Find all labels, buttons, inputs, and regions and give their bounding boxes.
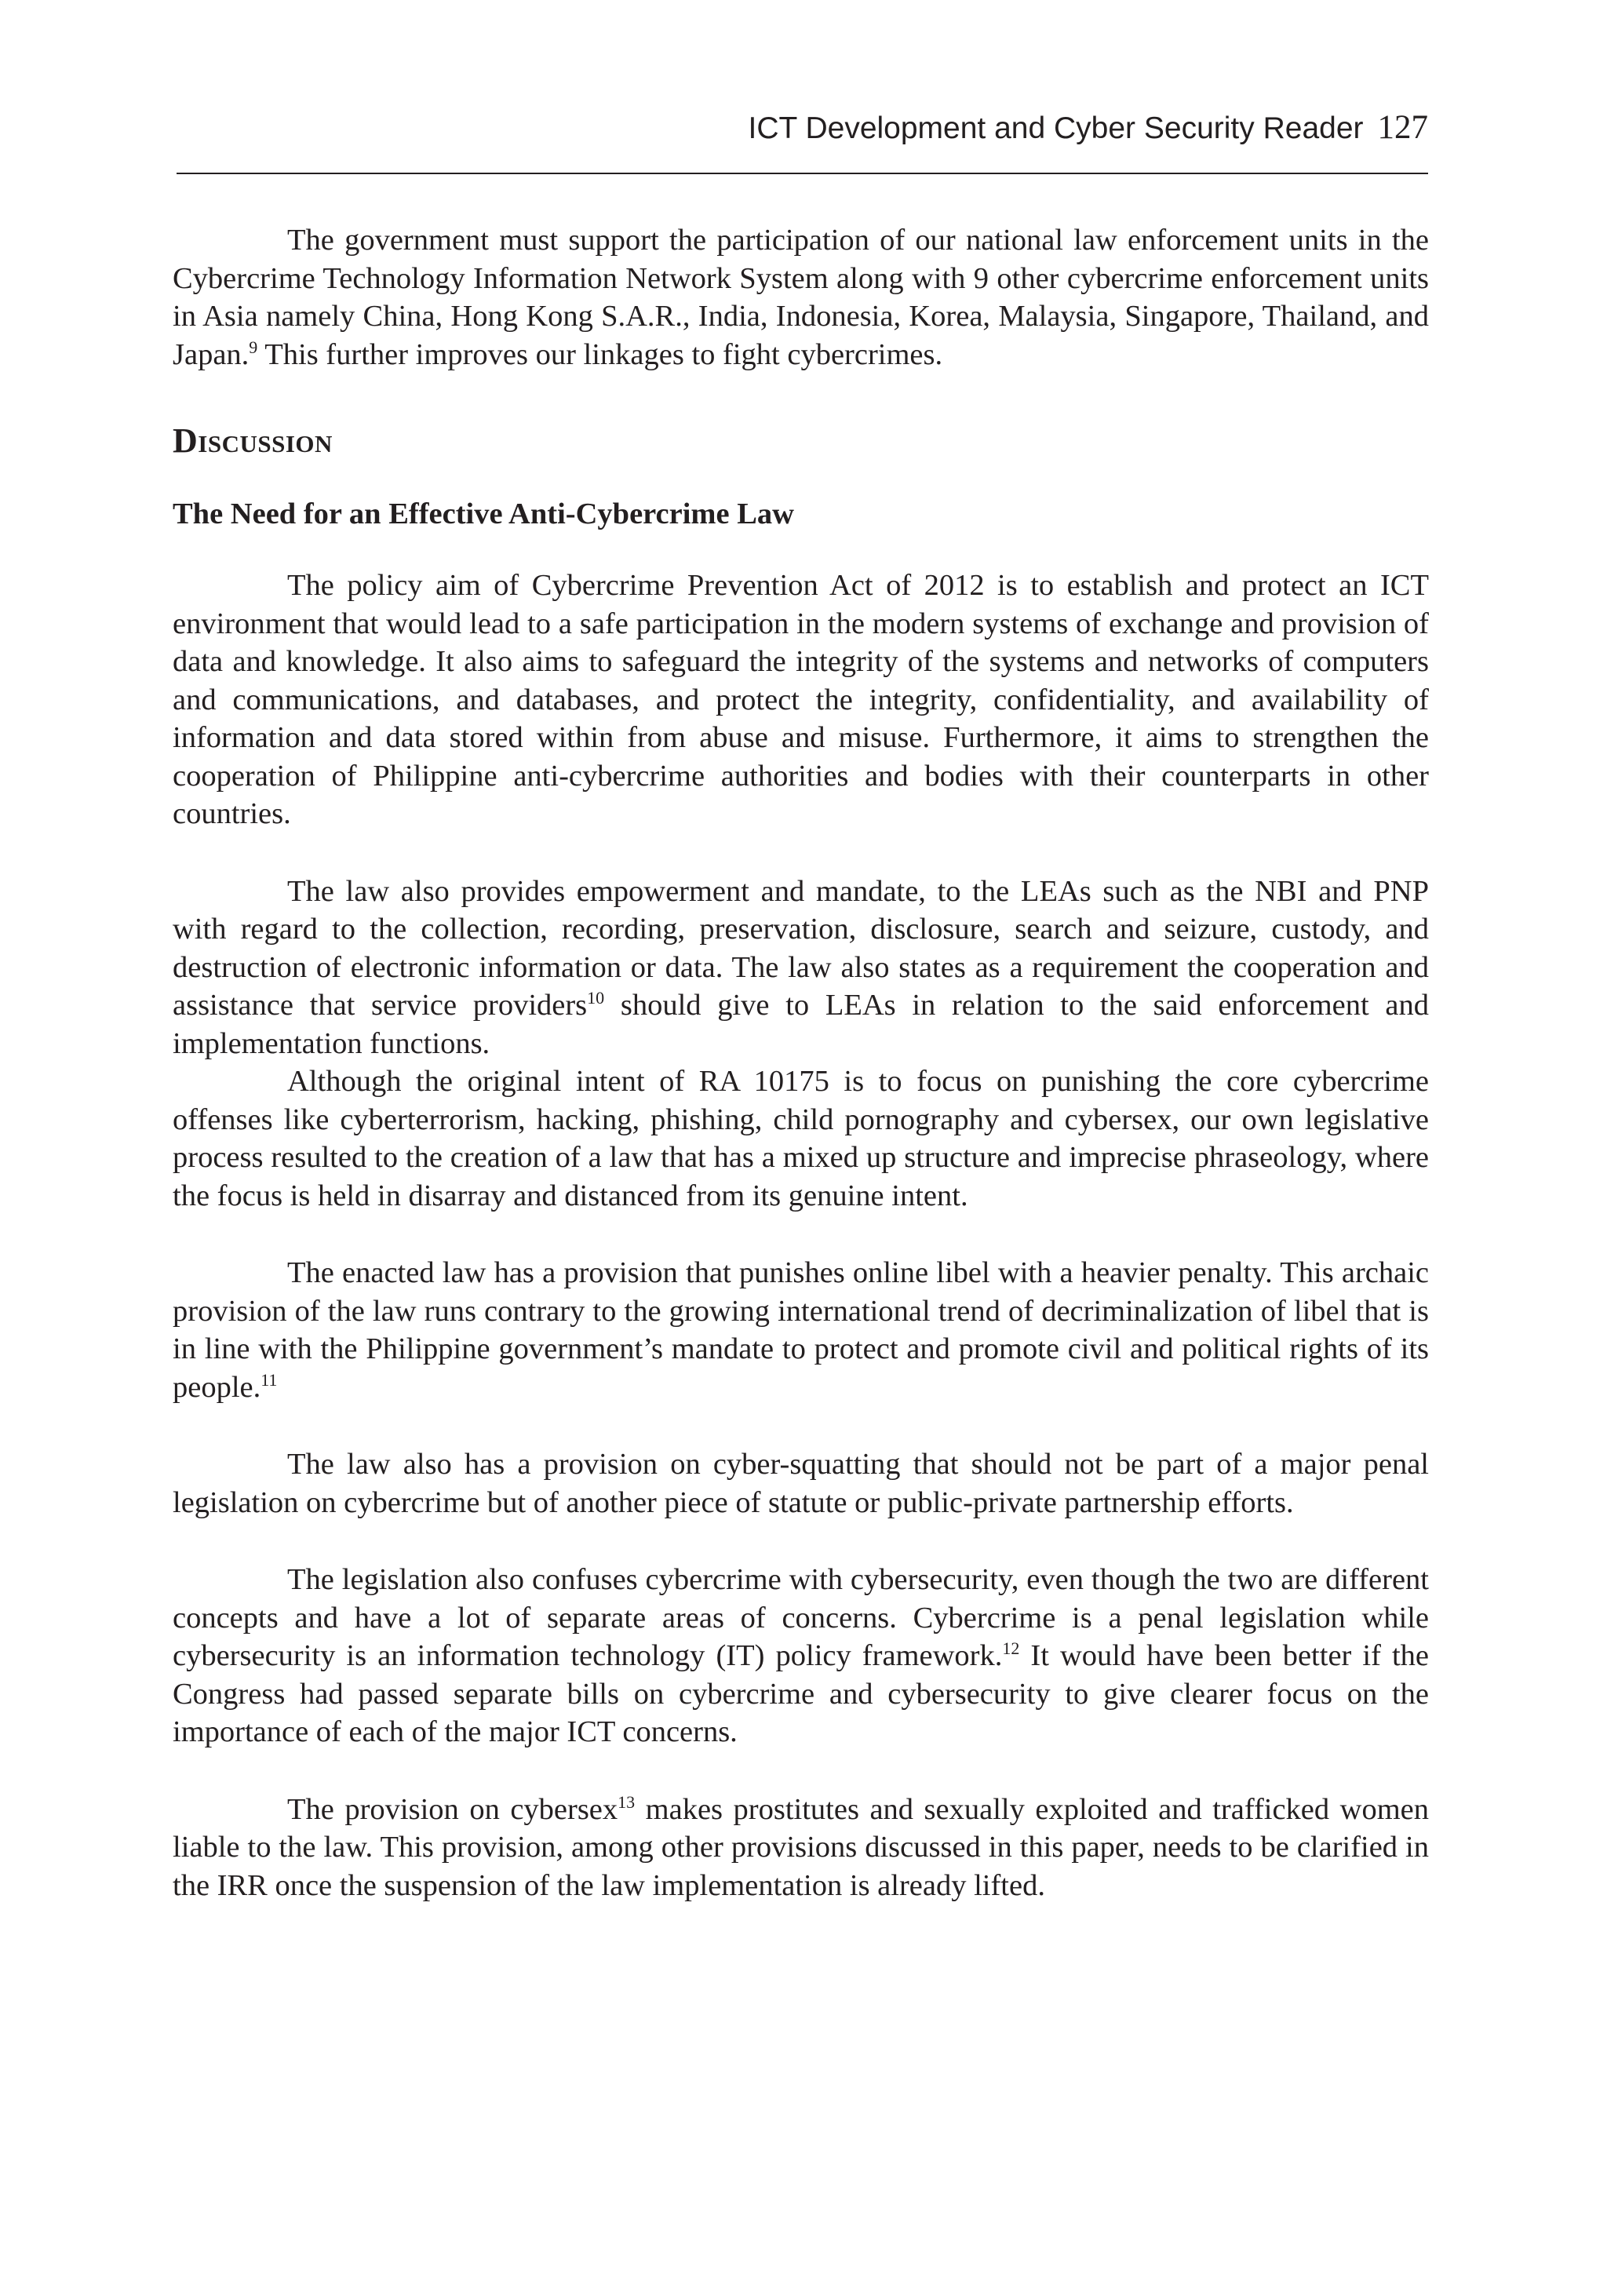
paragraph-text: makes prostitutes and sexually exploited and trafficked women liable to the law. This provision, among other provisions discussed in this paper, needs to be clarified in the IRR once the suspension of the law implementation is already lifted. [173, 1792, 1429, 1902]
paragraph-cybercrime-network [173, 221, 1429, 374]
footnote-ref-12[interactable]: 12 [1002, 1638, 1020, 1658]
running-header-title: ICT Development and Cyber Security Reader [748, 111, 1364, 145]
header-rule [177, 173, 1428, 174]
paragraph-cybercrime-vs-cybersecurity [173, 1561, 1429, 1751]
paragraph-text: The law also provides empowerment and mandate, to the LEAs such as the NBI and PNP with regard to the collection, recording, preservation, disclosure, search and seizure, custody, and destruction of electronic information or data. The law also states as a requirement the cooperation and assistance that service providers [173, 874, 1429, 1022]
paragraph-text: It would have been better if the Congress had passed separate bills on cybercrime and cybersecurity to give clearer focus on the importance of each of the major ICT concerns. [173, 1639, 1430, 1748]
paragraph-text: The legislation also confuses cybercrime with cybersecurity, even though the two are different concepts and have a lot of separate areas of concerns. Cybercrime is a penal legislation while cybersecurity is an information technology (IT) policy framework. [173, 1563, 1429, 1672]
footnote-ref-10[interactable]: 10 [587, 988, 605, 1008]
footnote-ref-13[interactable]: 13 [618, 1791, 636, 1812]
paragraph-cyber-squatting: The law also has a provision on cyber-squatting that should not be part of a major penal legislation on cybercrime but of another piece of statute or public-private partnership efforts. [173, 1448, 1429, 1519]
paragraph-text: This further improves our linkages to fight cybercrimes. [257, 337, 943, 371]
paragraph-cybersex-provision [173, 1791, 1429, 1905]
body-text [173, 221, 1429, 1904]
running-header [177, 108, 1428, 166]
paragraph-text: The enacted law has a provision that punishes online libel with a heavier penalty. This archaic provision of the law runs contrary to the growing international trend of decriminalization of libel that is in line with the Philippine government’s mandate to protect and promote civil and political rights of its people. [173, 1256, 1429, 1404]
paragraph-text: should give to LEAs in relation to the said enforcement and implementation functions. [173, 989, 1429, 1060]
subsection-heading: The Need for an Effective Anti-Cybercrime Law [173, 497, 794, 530]
paragraph-empowerment [173, 873, 1429, 1063]
section-heading-discussion: Discussion [173, 421, 333, 460]
paragraph-text: The government must support the participation of our national law enforcement units in the Cybercrime Technology Information Network System along with 9 other cybercrime enforcement units in Asia namely China, Hong Kong S.A.R., India, Indonesia, Korea, Malaysia, Singapore, Thailand, and Japan. [173, 224, 1429, 371]
page-number: 127 [1377, 109, 1428, 146]
paragraph-original-intent: Although the original intent of RA 10175 is to focus on punishing the core cybercrime offenses like cyberterrorism, hacking, phishing, child pornography and cybersex, our own legislative process resulted to the creation of a law that has a mixed up structure and imprecise phraseology, where the focus is held in disarray and distanced from its genuine intent. [173, 1065, 1429, 1212]
footnote-ref-9[interactable]: 9 [249, 337, 258, 357]
paragraph-text: The provision on cybersex [287, 1792, 618, 1826]
footnote-ref-11[interactable]: 11 [261, 1369, 278, 1390]
paragraph-policy-aim: The policy aim of Cybercrime Prevention Act of 2012 is to establish and protect an ICT environment that would lead to a safe participation in the modern systems of exchange and provision of data and knowledge. It also aims to safeguard the integrity of the systems and networks of computers and communications, and databases, and protect the integrity, confidentiality, and availability of information and data stored within from abuse and misuse. Furthermore, it aims to strengthen the cooperation of Philippine anti-cybercrime authorities and bodies with their counterparts in other countries. [173, 569, 1429, 830]
paragraph-online-libel [173, 1254, 1429, 1406]
